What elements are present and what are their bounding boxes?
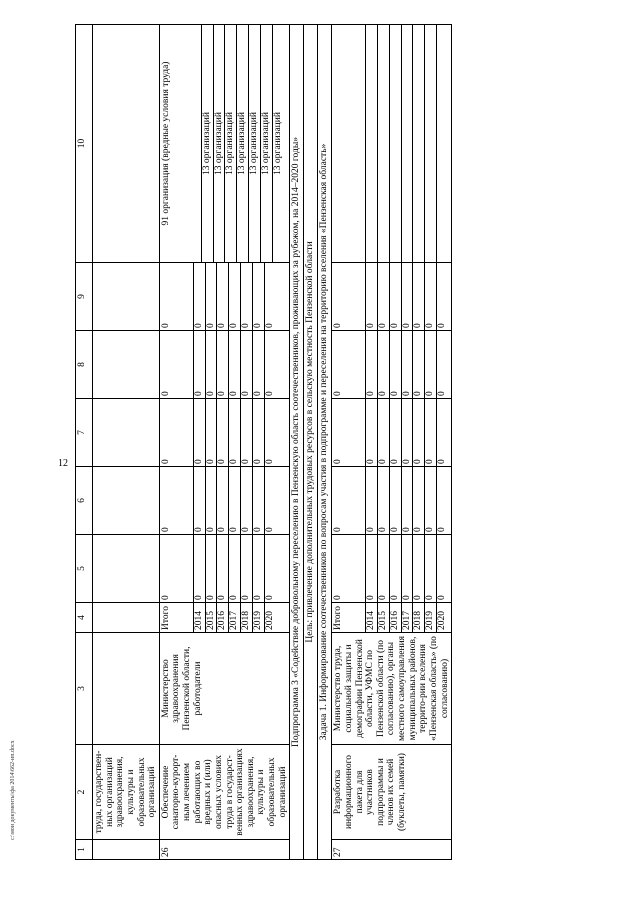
table-row-26 [159,25,290,860]
row-number: 26 [159,840,290,860]
continued-activity-text: труда, государствен-ных организаций здравоохранения, культуры и образовательных организаций [93,745,160,840]
indicator-values [332,25,452,263]
indicator-values: 91 организация (вредные условия труда) 13 организаций 13 организаций 13 организаций 13 организаций 13 организаций 13 организаций 13 организаций [159,25,290,263]
col-number: 4 [76,603,93,633]
col-number: 10 [76,25,93,263]
row-number: 27 [332,840,452,860]
funding-col6: 0 0 0 0 0 0 0 0 [332,467,452,535]
col-number: 9 [76,263,93,331]
table-row-27 [332,25,452,860]
subprogram-title: Подпрограмма 3 «Содействие добровольному переселению в Пензенскую область соотечественников, проживающих за рубежом, на 2014–2020 годы» [290,25,304,860]
col-number: 6 [76,467,93,535]
task-text: Задача 1. Информирование соотечественников по вопросам участия в подпрограмме и переселения на территорию вселения «Пензенская область» [318,25,332,860]
funding-col7: 0 0 0 0 0 0 0 0 [332,399,452,467]
task-row [318,25,332,860]
years-cell: Итого 2014 2015 2016 2017 2018 2019 2020 [159,603,290,633]
program-table [75,24,452,860]
col-number: 5 [76,535,93,603]
funding-col6: 0 0 0 0 0 0 0 0 [159,467,290,535]
activity-text: Разработка информационного пакета для участников подпрограммы и членов их семей (буклеты, памятки) [332,745,452,840]
col-number: 7 [76,399,93,467]
col-number: 8 [76,331,93,399]
rotated-table-sheet [75,25,640,860]
funding-col8: 0 0 0 0 0 0 0 0 [332,331,452,399]
column-number-row [76,25,93,860]
funding-col5: 0 0 0 0 0 0 0 0 [332,535,452,603]
executor-text: Министерство труда, социальной защиты и демографии Пензенской области, УФМС по Пензенской области (по согласованию), органы местного самоуправления муниципальных районов, террито-рии вселения «Пензенская область» (по согласованию) [332,633,452,745]
years-cell: Итого 2014 2015 2016 2017 2018 2019 2020 [332,603,452,633]
col-number: 2 [76,745,93,840]
col-number: 1 [76,840,93,860]
funding-col9: 0 0 0 0 0 0 0 0 [159,263,290,331]
activity-text: Обеспечение санаторно-курорт-ным лечением работающих во вредных и (или) опасных условиях труда в государст-венных организациях здравоохранения, культуры и образовательных организаций [159,745,290,840]
goal-text: Цель: привлечение дополнительных трудовых ресурсов в сельскую местность Пензенской области [304,25,318,860]
subprogram-row [290,25,304,860]
funding-col9: 0 0 0 0 0 0 0 0 [332,263,452,331]
funding-col8: 0 0 0 0 0 0 0 0 [159,331,290,399]
continuation-row [93,25,160,860]
funding-col7: 0 0 0 0 0 0 0 0 [159,399,290,467]
col-number: 3 [76,633,93,745]
executor-text: Министерство здравоохранения Пензенской области, работодатели [159,633,290,745]
file-path-footer: c:\мои документы\фа 2014\662-ип.docx [10,740,16,840]
page-number: 12 [58,458,68,469]
goal-row [304,25,318,860]
funding-col5: 0 0 0 0 0 0 0 0 [159,535,290,603]
